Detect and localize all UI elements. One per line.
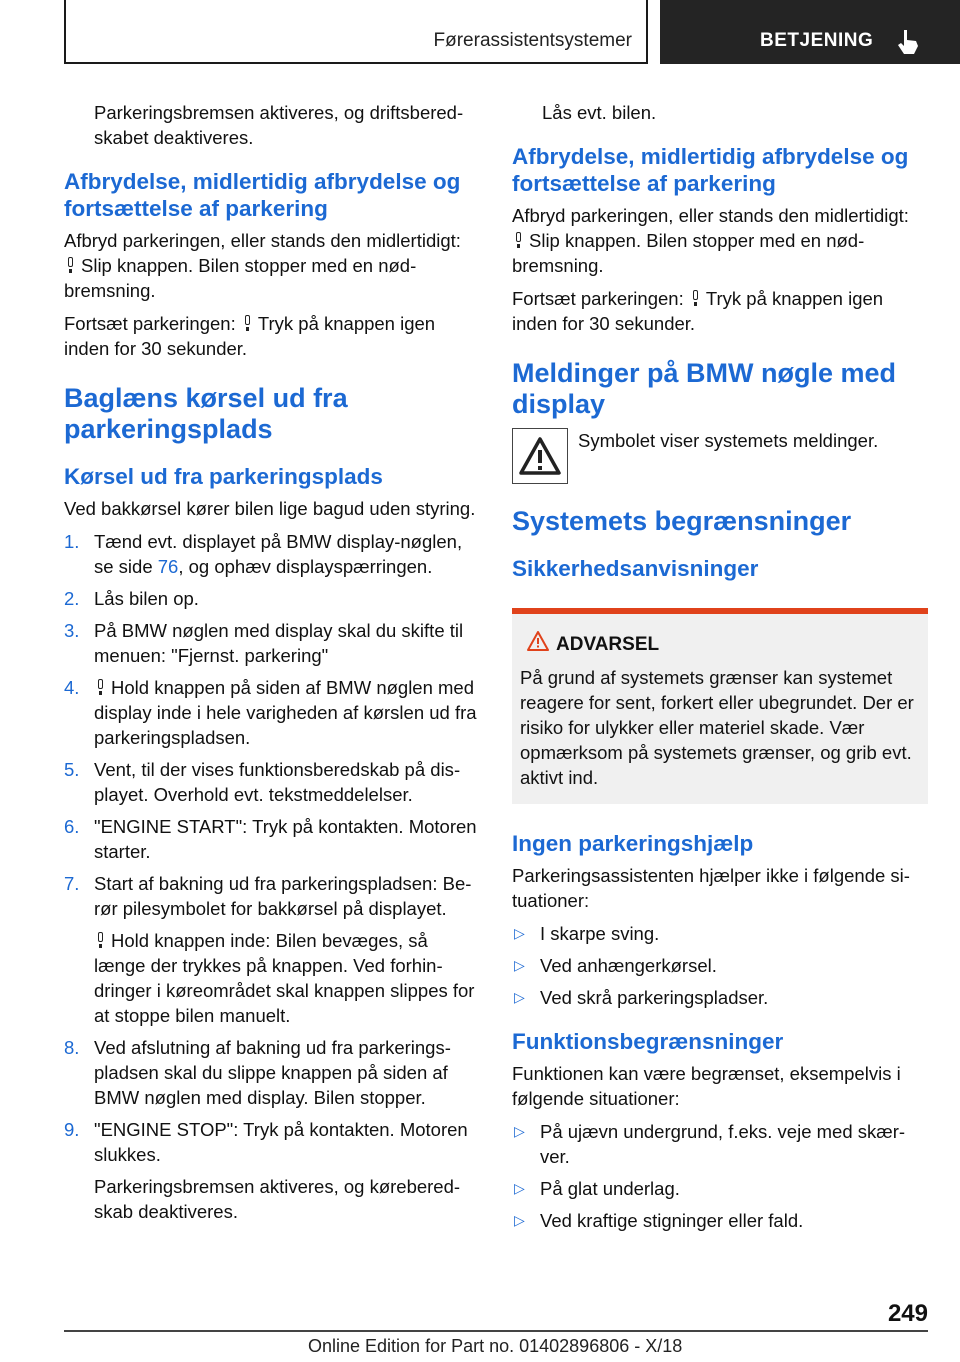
interrupt-text-2-left-label: Slip knappen. Bilen stopper med en nødbremsning. — [64, 255, 417, 301]
warning-text: På grund af systemets grænser kan systemet reagere for sent, forkert eller ubegrundet. Der er risiko for ulykker eller materiel skade. Vær opmærksom på systemets grænser, og grib evt. aktivt ind. — [520, 667, 914, 788]
interrupt-text-2-right-label: Slip knappen. Bilen stopper med en nødbremsning. — [512, 230, 865, 276]
continue-pre-right: Fortsæt parkeringen: — [512, 288, 684, 309]
triangle-bullet-icon: ▷ — [514, 989, 525, 1005]
step-text: "ENGINE STOP": Tryk på kontakten. Motoren slukkes. — [94, 1119, 468, 1165]
heading-messages: Meldinger på BMW nøgle med display — [512, 358, 897, 419]
hand-pointer-icon — [894, 28, 922, 56]
interrupt-text-1-right: Afbryd parkeringen, eller stands den midlertidigt: — [512, 205, 909, 226]
list-item-text: På ujævn undergrund, f.eks. veje med skærver. — [540, 1121, 906, 1167]
warning-symbol-box — [512, 428, 568, 484]
warning-triangle-icon — [526, 630, 550, 652]
step-text: Start af bakning ud fra parkeringspladsen: Berør pilesymbolet for bakkørsel på displayet. — [94, 873, 472, 919]
heading-interrupt-left: Afbrydelse, midlertidig afbrydelse og fortsættelse af parkering — [64, 169, 461, 221]
step-subtext: Parkeringsbremsen aktiveres, og køreberedskab deaktiveres. — [94, 1176, 461, 1222]
step-text: Lås bilen op. — [94, 588, 199, 609]
list-item — [64, 586, 482, 611]
list-item — [64, 675, 482, 750]
step-number: 6. — [64, 816, 80, 837]
step-4-label: Hold knappen på siden af BMW nøglen med display inde i hele varigheden af kørslen ud fra parkeringspladsen. — [94, 677, 477, 748]
list-item-text: I skarpe sving. — [540, 923, 660, 944]
page-number: 249 — [887, 1300, 928, 1327]
step-text: "ENGINE START": Tryk på kontakten. Motoren starter. — [94, 816, 477, 862]
step-number: 8. — [64, 1037, 80, 1058]
list-item — [64, 871, 482, 1028]
list-item — [64, 618, 482, 668]
step-number: 3. — [64, 620, 80, 641]
heading-limits: Systemets begrænsninger — [512, 506, 852, 536]
key-button-icon — [514, 232, 523, 249]
list-item-text: På glat underlag. — [540, 1178, 680, 1199]
step-number: 9. — [64, 1119, 80, 1140]
triangle-bullet-icon: ▷ — [514, 1180, 525, 1196]
list-item — [512, 953, 928, 978]
step-1-pre: Tænd evt. displayet på BMW display-nøglen, se side — [94, 531, 463, 577]
triangle-bullet-icon: ▷ — [514, 957, 525, 973]
step-1-post: , og ophæv displayspærringen. — [178, 556, 433, 577]
left-column — [64, 100, 482, 1231]
step-number: 7. — [64, 873, 80, 894]
triangle-bullet-icon: ▷ — [514, 1212, 525, 1228]
step-text: På BMW nøglen med display skal du skifte til menuen: "Fjernst. parkering" — [94, 620, 464, 666]
warning-triangle-icon — [518, 436, 562, 476]
warning-title — [556, 632, 920, 657]
step-text — [94, 675, 482, 750]
nohelp-text: Parkeringsassistenten hjælper ikke i følgende situationer: — [512, 865, 910, 911]
step-number: 4. — [64, 677, 80, 698]
func-list — [512, 1119, 928, 1233]
list-item — [512, 1176, 928, 1201]
triangle-bullet-icon: ▷ — [514, 1123, 525, 1139]
header-section-box — [64, 0, 648, 64]
key-button-icon — [96, 932, 105, 949]
list-item — [64, 1117, 482, 1224]
continue-text-left — [64, 311, 482, 361]
messages-text: Symbolet viser systemets meldinger. — [578, 430, 879, 451]
key-button-icon — [96, 679, 105, 696]
list-item-text: Ved anhængerkørsel. — [540, 955, 717, 976]
step-text — [94, 529, 482, 579]
heading-func: Funktionsbegrænsninger — [512, 1029, 784, 1054]
left-intro: Parkeringsbremsen aktiveres, og driftsberedskabet deaktiveres. — [94, 102, 464, 148]
continue-pre-left: Fortsæt parkeringen: — [64, 313, 236, 334]
steps-list — [64, 529, 482, 1224]
right-column — [512, 100, 928, 1243]
header-section-title: Førerassistentsystemer — [433, 30, 632, 51]
step-text: Ved afslutning af bakning ud fra parkeringspladsen skal du slippe knappen på siden af BMW nøglen med display. Bilen stopper. — [94, 1037, 451, 1108]
message-symbol-row — [512, 428, 928, 484]
continue-post-left: Tryk på knappen igen inden for 30 sekunder. — [64, 313, 436, 359]
list-item — [512, 921, 928, 946]
heading-safety: Sikkerhedsanvisninger — [512, 556, 759, 581]
list-item — [512, 1208, 928, 1233]
list-item — [512, 985, 928, 1010]
warning-box — [512, 608, 928, 804]
step-number: 2. — [64, 588, 80, 609]
list-item — [64, 814, 482, 864]
heading-reverse-sub: Kørsel ud fra parkeringsplads — [64, 464, 383, 489]
key-button-icon — [243, 315, 252, 332]
reverse-text: Ved bakkørsel kører bilen lige bagud uden styring. — [64, 498, 476, 519]
step-number: 5. — [64, 759, 80, 780]
list-item — [64, 757, 482, 807]
key-button-icon — [66, 257, 75, 274]
nohelp-list — [512, 921, 928, 1010]
interrupt-text-2-left — [64, 253, 482, 303]
heading-interrupt-right: Afbrydelse, midlertidig afbrydelse og fortsættelse af parkering — [512, 144, 909, 196]
interrupt-text-1-left: Afbryd parkeringen, eller stands den midlertidigt: — [64, 230, 461, 251]
page-reference-link[interactable]: 76 — [157, 556, 179, 577]
step-subtext — [94, 928, 482, 1028]
triangle-bullet-icon: ▷ — [514, 925, 525, 941]
heading-reverse: Baglæns kørsel ud fra parkeringsplads — [64, 383, 348, 444]
key-button-icon — [691, 290, 700, 307]
header-chapter-title: BETJENING — [760, 30, 874, 51]
list-item — [64, 1035, 482, 1110]
heading-nohelp: Ingen parkeringshjælp — [512, 831, 754, 856]
list-item — [64, 529, 482, 579]
list-item-text: Ved kraftige stigninger eller fald. — [540, 1210, 804, 1231]
list-item — [512, 1119, 928, 1169]
step-7-sub-label: Hold knappen inde: Bilen bevæges, så længe der trykkes på knappen. Ved forhindringer i køreområdet skal knappen slippes for at stoppe bilen manuelt. — [94, 930, 475, 1026]
footer-divider — [64, 1330, 928, 1332]
continue-text-right — [512, 286, 928, 336]
warning-title-label: ADVARSEL — [556, 634, 660, 655]
interrupt-text-2-right — [512, 228, 928, 278]
step-number: 1. — [64, 531, 80, 552]
func-text: Funktionen kan være begrænset, eksempelvis i følgende situationer: — [512, 1063, 901, 1109]
step-text: Vent, til der vises funktionsberedskab på displayet. Overhold evt. tekstmeddelelser. — [94, 759, 461, 805]
right-intro: Lås evt. bilen. — [542, 102, 657, 123]
list-item-text: Ved skrå parkeringspladser. — [540, 987, 769, 1008]
edition-text: Online Edition for Part no. 01402896806 - X/18 — [308, 1336, 683, 1356]
continue-post-right: Tryk på knappen igen inden for 30 sekunder. — [512, 288, 884, 334]
